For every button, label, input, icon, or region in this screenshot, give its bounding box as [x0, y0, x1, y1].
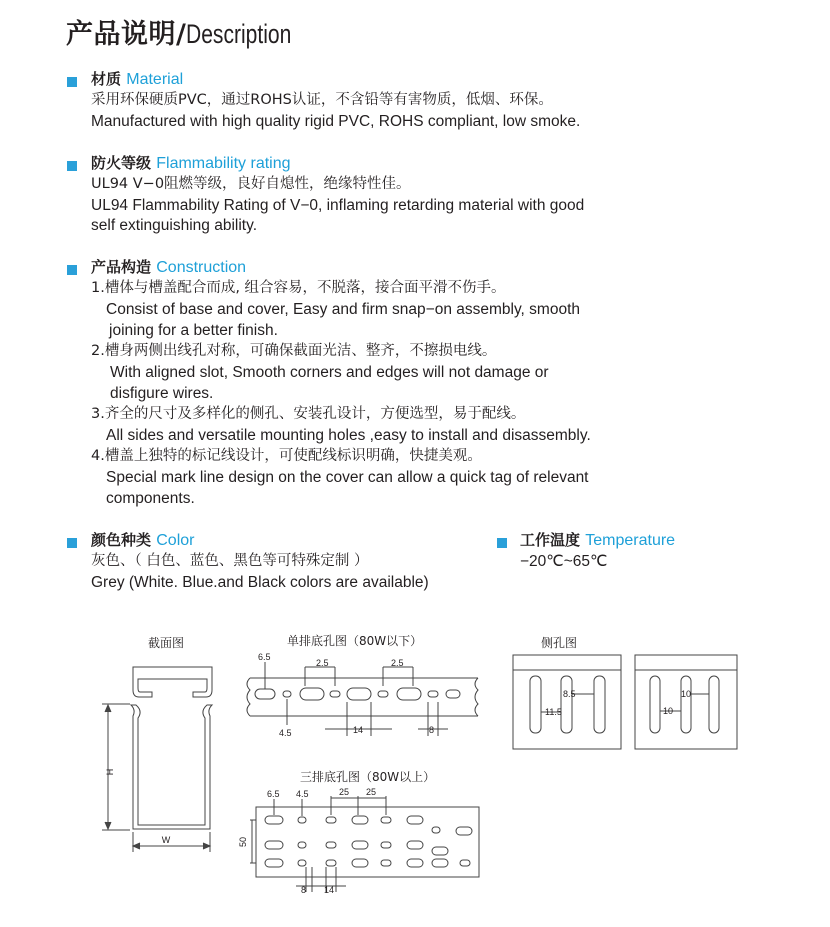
flammability-text-en-1: UL94 Flammability Rating of V−0, inflaming retarding material with good — [91, 197, 585, 214]
construction-item-2-cn: 2.槽身两侧出线孔对称，可确保截面光洁、整齐，不擦损电线。 — [91, 343, 497, 359]
triple-dim-25-a: 25 — [339, 787, 350, 797]
triple-row-drawing — [250, 796, 479, 892]
side-dim-10-b: 10 — [663, 706, 674, 716]
triple-row-label: 三排底孔图（80W以上） — [300, 770, 436, 784]
color-heading: 颜色种类 Color — [91, 531, 195, 549]
construction-item-2-en-1: With aligned slot, Smooth corners and edges will not damage or — [110, 364, 549, 381]
color-text-cn: 灰色、（ 白色、蓝色、黑色等可特殊定制 ） — [91, 553, 369, 569]
construction-item-3-en-1: All sides and versatile mounting holes ,easy to install and disassembly. — [106, 427, 591, 444]
material-heading: 材质 Material — [91, 70, 184, 88]
flammability-text-en-2: self extinguishing ability. — [91, 217, 257, 234]
construction-item-2-en-2: disfigure wires. — [110, 385, 214, 402]
single-dim-8: 8 — [429, 725, 435, 735]
page-title: 产品说明/Description — [66, 19, 292, 50]
single-dim-6-5: 6.5 — [258, 652, 271, 662]
construction-item-4-en-2: components. — [106, 490, 195, 507]
side-hole-drawing — [513, 655, 737, 749]
single-row-label: 单排底孔图（80W以下） — [287, 634, 423, 648]
construction-heading: 产品构造 Construction — [91, 258, 247, 276]
triple-dim-14: 14 — [324, 885, 335, 895]
color-text-en: Grey (White. Blue.and Black colors are available) — [91, 574, 429, 591]
triple-dim-6-5: 6.5 — [267, 789, 280, 799]
cross-section-label: 截面图 — [148, 636, 185, 650]
single-dim-2-5-a: 2.5 — [316, 658, 329, 668]
side-hole-label: 侧孔图 — [541, 636, 578, 650]
side-dim-8-5: 8.5 — [563, 689, 576, 699]
single-dim-2-5-b: 2.5 — [391, 658, 404, 668]
single-dim-14: 14 — [353, 725, 364, 735]
triple-dim-8: 8 — [301, 885, 307, 895]
material-text-en: Manufactured with high quality rigid PVC, ROHS compliant, low smoke. — [91, 113, 581, 130]
side-dim-10-a: 10 — [681, 689, 692, 699]
construction-item-1-en-2: joining for a better finish. — [109, 322, 278, 339]
cross-section-drawing — [102, 667, 212, 852]
construction-item-1-en-1: Consist of base and cover, Easy and firm snap−on assembly, smooth — [106, 301, 580, 318]
construction-item-4-cn: 4.槽盖上独特的标记线设计，可使配线标识明确，快捷美观。 — [91, 448, 482, 464]
construction-item-3-cn: 3.齐全的尺寸及多样化的侧孔、安装孔设计，方便选型，易于配线。 — [91, 406, 526, 422]
material-text-cn: 采用环保硬质PVC，通过ROHS认证，不含铅等有害物质，低烟、环保。 — [91, 92, 553, 108]
triple-dim-50: 50 — [238, 836, 248, 848]
dim-h: H — [105, 768, 115, 776]
flammability-text-cn: UL94 V−0阻燃等级，良好自熄性，绝缘特性佳。 — [91, 176, 411, 192]
construction-item-4-en-1: Special mark line design on the cover can allow a quick tag of relevant — [106, 469, 589, 486]
construction-item-1-cn: 1.槽体与槽盖配合而成, 组合容易，不脱落，接合面平滑不伤手。 — [91, 280, 506, 296]
dim-w: W — [161, 835, 171, 845]
temperature-value: −20℃~65℃ — [520, 553, 608, 570]
triple-dim-4-5: 4.5 — [296, 789, 309, 799]
side-dim-11-5: 11.5 — [545, 707, 562, 717]
triple-dim-25-b: 25 — [366, 787, 377, 797]
single-dim-4-5: 4.5 — [279, 728, 292, 738]
flammability-heading: 防火等级 Flammability rating — [91, 154, 291, 172]
temperature-heading: 工作温度 Temperature — [520, 531, 676, 549]
